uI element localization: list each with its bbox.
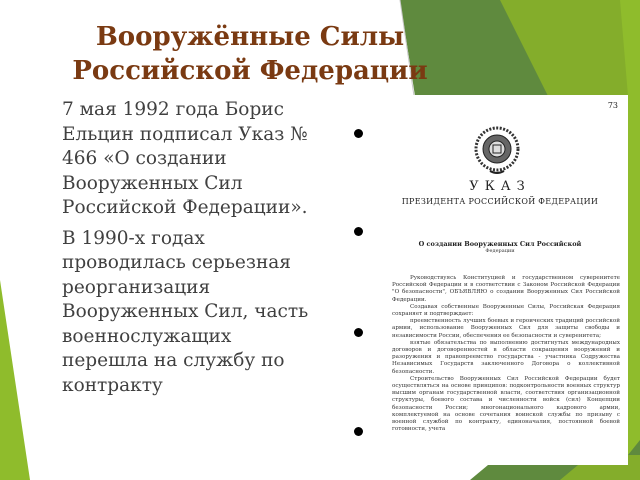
bullet-icon [354, 129, 363, 138]
decree-paragraph: Руководствуясь Конституцией и государственном суверенитете Российской Федерации и в соответствии с Законом Российской Федерации "О безопасности", ОБЪЯВЛЯЮ о создании Вооруженных Сил Российской Федерации. [392, 275, 620, 303]
decree-body [392, 275, 620, 433]
bullet-icon [354, 427, 363, 436]
decree-subheading: ПРЕЗИДЕНТА РОССИЙСКОЙ ФЕДЕРАЦИИ [401, 197, 599, 206]
decree-document-image [350, 95, 628, 465]
decree-paragraph: Строительство Вооруженных Сил Российской Федерации будет осуществляться на основе принципов: подконтрольности военных структур высшим органам государственной власти, соответствия организационной структуры, боевого состава и численности войск (сил) Концепции безопасности России; многонационального кадрового армии, комплектуемой на основе сочетания воинской службы по призыву с военной службой по контракту, единоначалия, постоянной боевой готовности, учета [392, 375, 620, 433]
page-number: 73 [607, 101, 618, 110]
green-left-triangle-icon [0, 280, 30, 480]
bullet-icon [354, 227, 363, 236]
decree-paragraph: Создавая собственные Вооруженные Силы, Российская Федерация сохраняет и подтверждает: [392, 303, 620, 318]
decree-title: О создании Вооруженных Сил Российской [418, 240, 582, 248]
decree-paragraph: преемственность лучших боевых и героических традиций российской армии, использование Вооруженных Сил для защиты свободы и независимости России, обеспечения ее безопасности и суверенитета; [392, 318, 620, 339]
slide-title: Вооружённые Силы Российской Федерации [72, 22, 428, 86]
bullet-icon [354, 328, 363, 337]
paragraph-decree: 7 мая 1992 года Борис Ельцин подписал Указ № 466 «О создании Вооруженных Сил Российской Федерации». [62, 99, 308, 218]
decree-paragraph: взятые обязательства по выполнению достигнутых международных договоров и договоренностей в области сокращения вооружений и разоружения и правопреемство государства - участника Содружества Независимых Государств заключенного Договора о коллективной безопасности. [392, 339, 620, 375]
decree-title-line2: Федерации [485, 248, 515, 254]
coat-of-arms-emblem-icon [472, 123, 522, 177]
decree-heading: УКАЗ [469, 179, 531, 194]
slide-body-text [62, 98, 312, 404]
paragraph-reorganization: В 1990-х годах проводилась серьезная реорганизация Вооруженных Сил, часть военнослужащих перешла на службу по контракту [62, 227, 309, 396]
